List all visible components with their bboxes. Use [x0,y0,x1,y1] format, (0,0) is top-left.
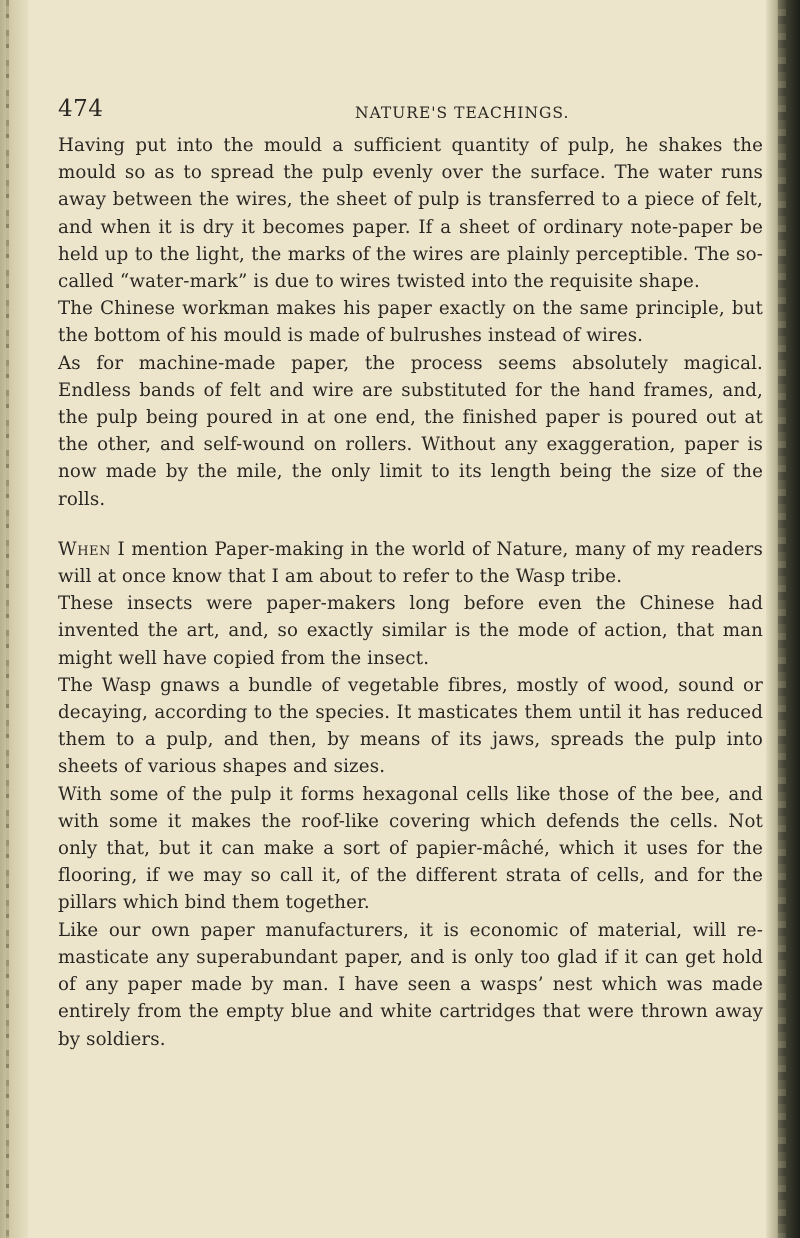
paragraph: Having put into the mould a sufficient quantity of pulp, he shakes the mould so as to spread the pulp evenly over the surface. The water runs away between the wires, the sheet of pulp is transferred to a piece of felt, and when it is dry it becomes paper. If a sheet of ordinary note-paper be held up to the light, the marks of the wires are plainly perceptible. The so-called “water-mark” is due to wires twisted into the requisite shape. [58,135,763,293]
left-page-edge [0,0,28,1238]
paragraph: As for machine-made paper, the process seems absolutely magical. Endless bands of felt and wire are substituted for the hand frames, and, the pulp being poured in at one end, the finished paper is poured out at the other, and self-wound on rollers. Without any exaggeration, paper is now made by the mile, the only limit to its length being the size of the rolls. [58,352,763,510]
paragraph: The Wasp gnaws a bundle of vegetable fibres, mostly of wood, sound or decaying, according to the species. It masticates them until it has reduced them to a pulp, and then, by means of its jaws, spreads the pulp into sheets of various shapes and sizes. [58,674,763,778]
running-title: NATURE'S TEACHINGS. [355,104,570,122]
page-header [58,96,763,132]
section-opening-paragraph [58,536,763,590]
lead-text: I mention Paper-making in the world of Nature, many of my readers will at once know that I am about to refer to the Wasp tribe. [58,538,763,588]
book-page [58,96,763,1053]
paragraph: These insects were paper-makers long before even the Chinese had invented the art, and, so exactly similar is the mode of action, that man might well have copied from the insect. [58,593,763,669]
paragraph: The Chinese workman makes his paper exactly on the same principle, but the bottom of his mould is made of bulrushes instead of wires. [58,298,763,347]
paragraph: Like our own paper manufacturers, it is economic of material, will re-masticate any superabundant paper, and is only too glad if it can get hold of any paper made by man. I have seen a wasps’ nest which was made entirely from the empty blue and white cartridges that were thrown away by soldiers. [58,919,763,1050]
lead-word: When [58,538,111,560]
body-text [58,132,763,1053]
paragraph: With some of the pulp it forms hexagonal cells like those of the bee, and with some it makes the roof-like covering which defends the cells. Not only that, but it can make a sort of papier-mâché, which it uses for the flooring, if we may so call it, of the different strata of cells, and for the pillars which bind them together. [58,783,763,914]
right-binding-edge [766,0,800,1238]
page-number: 474 [58,96,104,122]
section-break [58,513,763,536]
